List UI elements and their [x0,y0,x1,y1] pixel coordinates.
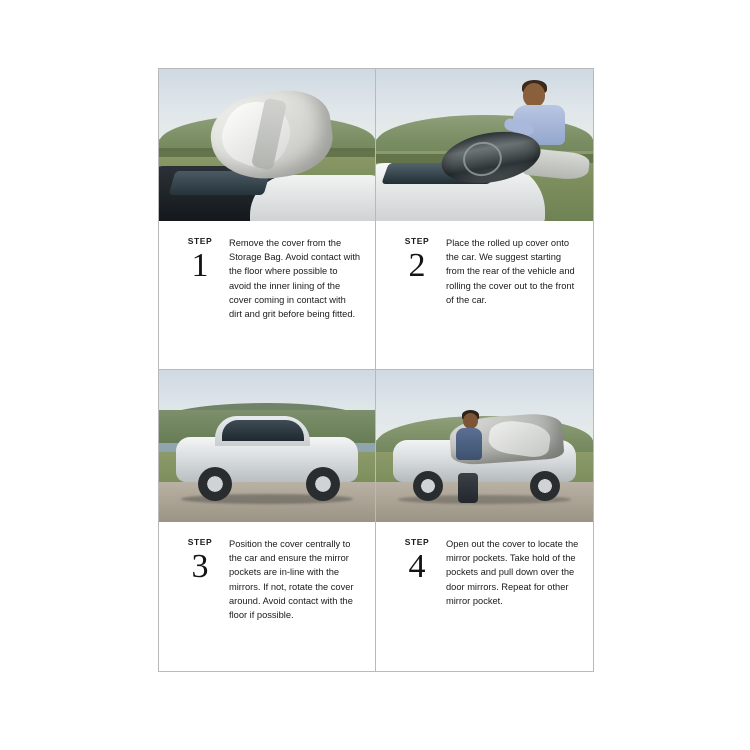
panel-2-caption [376,221,593,317]
rear-wheel [530,471,560,501]
panel-3-caption [159,522,375,632]
panel-2-step-marker [390,235,444,307]
instruction-panel-1 [159,69,376,370]
car-windows [222,420,304,441]
instruction-panel-2 [376,69,593,370]
panel-2-step-word: STEP [404,236,430,246]
instruction-panel-3 [159,370,376,671]
instruction-sheet [158,68,594,672]
panel-4-step-marker [390,536,444,608]
panel-3-step-text: Position the cover centrally to the car and ensure the mirror pockets are in-line with the mirrors. If not, rotate the cover around. Avoid contact with the floor if possible. [229,539,354,621]
panel-3-step-number: 3 [191,548,209,585]
panel-2-step-number: 2 [408,247,426,284]
panel-2-step-text: Place the rolled up cover onto the car. We suggest starting from the rear of the vehicle and rolling the cover out to the front of the car. [446,238,575,305]
person-body [456,428,482,460]
front-wheel [198,467,232,501]
panel-2-photo [376,69,593,221]
panel-1-step-text: Remove the cover from the Storage Bag. Avoid contact with the floor where possible to avoid the inner lining of the cover coming in contact with dirt and grit before being fitted. [229,238,361,320]
panel-4-step-number: 4 [408,548,426,585]
panel-4-caption [376,522,593,618]
panel-1-step-marker [173,235,227,321]
panel-1-step-number: 1 [191,247,209,284]
white-car-body [250,175,375,221]
panel-3-step-marker [173,536,227,622]
person-legs [458,473,478,503]
instruction-panel-4 [376,370,593,671]
panel-4-step-text: Open out the cover to locate the mirror pockets. Take hold of the pockets and pull down over the door mirrors. Repeat for other mirror pocket. [446,539,579,606]
panel-3-step-word: STEP [187,537,213,547]
panel-1-caption [159,221,375,331]
person-head [523,83,545,107]
panel-1-photo [159,69,375,221]
rear-wheel [306,467,340,501]
person-head [463,413,478,429]
panel-4-photo [376,370,593,522]
front-wheel [413,471,443,501]
panel-4-step-word: STEP [404,537,430,547]
panel-3-photo [159,370,375,522]
panel-1-step-word: STEP [187,236,213,246]
